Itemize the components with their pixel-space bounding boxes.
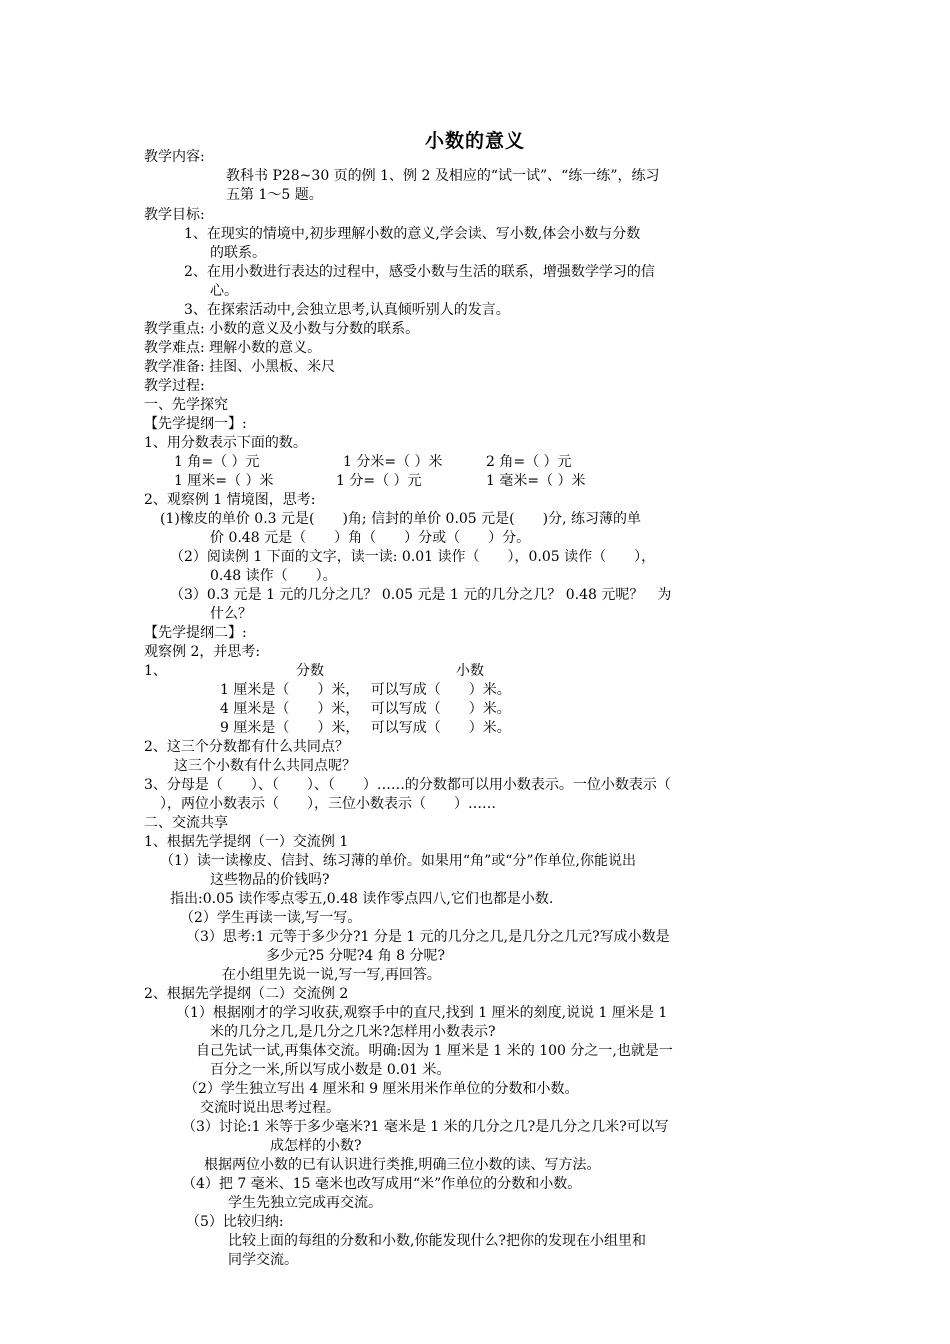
text-line: 这些物品的价钱吗? [210,872,330,888]
text-line: （1）根据刚才的学习收获,观察手中的直尺,找到 1 厘米的刻度,说说 1 厘米是 1 [176,1005,668,1021]
text-line: 0.48 读作（ ）。 [210,568,337,584]
section-heading: 【先学提纲二】: [144,625,247,641]
text-line: 1、在现实的情境中,初步理解小数的意义,学会读、写小数,体会小数与分数 [184,226,641,242]
exercise-item: 9 厘米是（ ）米， 可以写成（ ）米。 [220,720,511,736]
exercise-item: 1 厘米=（ ）米 [174,473,274,489]
text-line: 教科书 P28~30 页的例 1、例 2 及相应的“试一试”、“练一练”，练习 [226,168,660,184]
section-heading-content: 教学内容: [144,149,205,165]
text-line: 自己先试一试,再集体交流。明确:因为 1 厘米是 1 米的 100 分之一,也就是一 [196,1043,673,1059]
text-line: 指出:0.05 读作零点零五,0.48 读作零点四八,它们也都是小数. [170,891,554,907]
text-line: 根据两位小数的已有认识进行类推,明确三位小数的读、写方法。 [204,1157,601,1173]
text-line: 百分之一米,所以写成小数是 0.01 米。 [210,1062,451,1078]
text-line: 教学难点: 理解小数的意义。 [144,340,322,356]
text-line: 1、用分数表示下面的数。 [144,435,307,451]
text-line: 的联系。 [210,245,266,261]
text-line: （1）读一读橡皮、信封、练习薄的单价。如果用“角”或“分”作单位,你能说出 [160,853,636,869]
exercise-item: 1 厘米是（ ）米， 可以写成（ ）米。 [220,682,511,698]
text-line: 多少元?5 分呢?4 角 8 分呢? [266,948,446,964]
text-line: （2）学生再读一读,写一写。 [180,910,362,926]
text-line: 教学准备: 挂图、小黑板、米尺 [144,359,336,375]
exercise-item: 2 角=（ ）元 [486,454,572,470]
text-line: (1)橡皮的单价 0.3 元是( )角; 信封的单价 0.05 元是( )分, 练习薄的单 [160,511,641,527]
text-line: 这三个小数有什么共同点呢？ [174,758,356,774]
text-line: 2、根据先学提纲（二）交流例 2 [144,986,349,1002]
text-line: （3）0.3 元是 1 元的几分之几？ 0.05 元是 1 元的几分之几？ 0.48 元呢？ 为 [170,587,672,603]
text-line: 五第 1～5 题。 [226,187,323,203]
text-line: （2）阅读例 1 下面的文字，读一读: 0.01 读作（ ），0.05 读作（ ）， [170,549,656,565]
column-header-fraction: 分数 [296,663,324,679]
page-title: 小数的意义 [424,130,525,152]
text-line: 同学交流。 [228,1252,298,1268]
text-line: （3）思考:1 元等于多少分?1 分是 1 元的几分之几,是几分之几元?写成小数是 [186,929,670,945]
section-heading: 一、先学探究 [144,397,228,413]
text-line: （3）讨论:1 米等于多少毫米?1 毫米是 1 米的几分之几?是几分之几米?可以写 [182,1119,669,1135]
text-line: 教学重点: 小数的意义及小数与分数的联系。 [144,321,420,337]
text-line: （5）比较归纳: [186,1214,284,1230]
section-heading: 【先学提纲一】: [144,416,247,432]
exercise-item: 1 角=（ ）元 [174,454,260,470]
text-line: 观察例 2，并思考: [144,644,261,660]
text-line: 2、在用小数进行表达的过程中，感受小数与生活的联系，增强数学学习的信 [184,264,655,280]
text-line: 学生先独立完成再交流。 [228,1195,382,1211]
text-line: 比较上面的每组的分数和小数,你能发现什么?把你的发现在小组里和 [228,1233,646,1249]
text-line: 交流时说出思考过程。 [200,1100,340,1116]
column-header-decimal: 小数 [456,663,484,679]
text-line: 2、观察例 1 情境图，思考: [144,492,316,508]
exercise-item: 1 分米=（ ）米 [343,454,443,470]
exercise-item: 4 厘米是（ ）米， 可以写成（ ）米。 [220,701,511,717]
text-line: ），两位小数表示（ ），三位小数表示（ ）…… [160,796,496,812]
section-heading: 二、交流共享 [144,815,228,831]
text-line: 什么？ [210,606,252,622]
text-line: 1、 [144,663,167,679]
text-line: 在小组里先说一说,写一写,再回答。 [222,967,441,983]
exercise-item: 1 分=（ ）元 [336,473,422,489]
section-heading-process: 教学过程: [144,378,205,394]
exercise-item: 1 毫米=（ ）米 [486,473,586,489]
text-line: 成怎样的小数? [270,1138,362,1154]
text-line: 3、在探索活动中,会独立思考,认真倾听别人的发言。 [184,302,510,318]
text-line: （4）把 7 毫米、15 毫米也改写成用“米”作单位的分数和小数。 [182,1176,582,1192]
text-line: 心。 [210,283,238,299]
text-line: 价 0.48 元是（ ）角（ ）分或（ ）分。 [210,530,531,546]
text-line: 3、分母是（ ）、（ ）、（ ）……的分数都可以用小数表示。一位小数表示（ [144,777,671,793]
text-line: 米的几分之几,是几分之几米?怎样用小数表示? [210,1024,496,1040]
text-line: 1、根据先学提纲（一）交流例 1 [144,834,349,850]
text-line: 2、这三个分数都有什么共同点？ [144,739,349,755]
section-heading-goals: 教学目标: [144,207,205,223]
text-line: （2）学生独立写出 4 厘米和 9 厘米用米作单位的分数和小数。 [184,1081,579,1097]
